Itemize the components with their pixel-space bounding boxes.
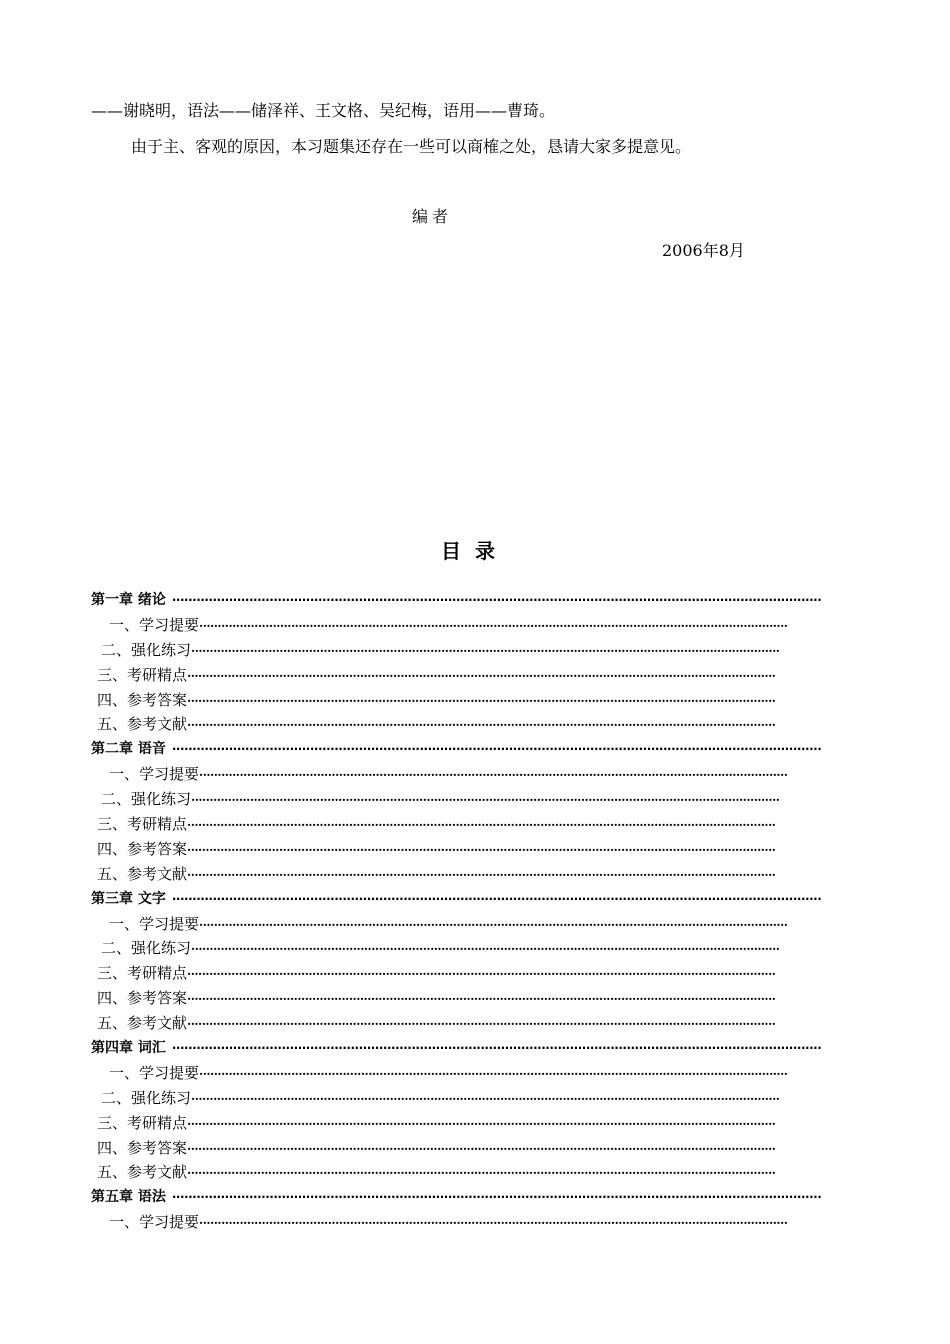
toc-list (0, 588, 950, 1235)
toc-dot-leader: ································································································································································ (187, 718, 776, 733)
toc-dot-leader: ································································································································································ (199, 917, 788, 932)
toc-entry-label: 一、学习提要 (109, 1213, 200, 1232)
toc-entry-label: 三、考研精点 (97, 815, 188, 834)
toc-entry-label: 五、参考文献 (97, 715, 188, 734)
toc-dot-leader: ································································································································································ (187, 992, 776, 1007)
toc-section-entry[interactable] (0, 787, 950, 812)
toc-section-entry[interactable] (0, 1011, 950, 1036)
toc-section-entry[interactable] (0, 812, 950, 837)
toc-entry-label: 三、考研精点 (97, 1113, 188, 1132)
toc-entry-label: 二、强化练习 (101, 790, 192, 809)
toc-section-entry[interactable] (0, 961, 950, 986)
toc-dot-leader: ································································································································································ (187, 693, 776, 708)
toc-dot-leader: ································································································································································ (187, 818, 776, 833)
toc-chapter-entry[interactable] (0, 1036, 950, 1061)
toc-chapter-entry[interactable] (0, 887, 950, 912)
toc-dot-leader: ································································································································································ (171, 1190, 822, 1205)
preface-date: 2006年8月 (662, 241, 745, 260)
toc-entry-label: 二、强化练习 (101, 640, 192, 659)
toc-section-entry[interactable] (0, 638, 950, 663)
toc-chapter-entry[interactable] (0, 1185, 950, 1210)
toc-section-entry[interactable] (0, 986, 950, 1011)
toc-dot-leader: ································································································································································ (187, 1141, 776, 1156)
toc-dot-leader: ································································································································································ (187, 668, 776, 683)
toc-dot-leader: ································································································································································ (199, 618, 788, 633)
toc-entry-label: 二、强化练习 (101, 939, 192, 958)
toc-entry-label: 第四章 词汇 (91, 1040, 166, 1057)
toc-dot-leader: ································································································································································ (191, 793, 780, 808)
toc-section-entry[interactable] (0, 762, 950, 787)
preface-paragraph-2: 由于主、客观的原因，本习题集还存在一些可以商榷之处，恳请大家多提意见。 (131, 137, 692, 156)
preface-paragraph-1: ——谢晓明，语法——储泽祥、王文格、吴纪梅，语用——曹琦。 (91, 101, 556, 120)
toc-entry-label: 四、参考答案 (97, 1138, 188, 1157)
toc-dot-leader: ································································································································································ (191, 942, 780, 957)
preface-signature: 编者 (412, 207, 453, 226)
toc-dot-leader: ································································································································································ (187, 967, 776, 982)
toc-chapter-entry[interactable] (0, 588, 950, 613)
toc-title: 目录 (441, 539, 509, 563)
toc-entry-label: 一、学习提要 (109, 1063, 200, 1082)
toc-entry-label: 一、学习提要 (109, 615, 200, 634)
toc-section-entry[interactable] (0, 936, 950, 961)
toc-dot-leader: ································································································································································ (187, 1017, 776, 1032)
toc-section-entry[interactable] (0, 1136, 950, 1161)
toc-section-entry[interactable] (0, 1160, 950, 1185)
toc-dot-leader: ································································································································································ (171, 593, 822, 607)
toc-dot-leader: ································································································································································ (187, 1116, 776, 1131)
toc-entry-label: 第一章 绪论 (91, 592, 166, 608)
toc-entry-label: 五、参考文献 (97, 1014, 188, 1033)
toc-entry-label: 四、参考答案 (97, 989, 188, 1008)
toc-entry-label: 第三章 文字 (91, 890, 166, 907)
toc-dot-leader: ································································································································································ (191, 643, 780, 658)
toc-dot-leader: ································································································································································ (187, 842, 776, 857)
toc-entry-label: 五、参考文献 (97, 864, 188, 883)
toc-entry-label: 五、参考文献 (97, 1163, 188, 1182)
toc-entry-label: 三、考研精点 (97, 665, 188, 684)
toc-entry-label: 第二章 语音 (91, 741, 166, 758)
toc-section-entry[interactable] (0, 1210, 950, 1235)
toc-entry-label: 一、学习提要 (109, 765, 200, 784)
toc-dot-leader: ································································································································································ (199, 1066, 788, 1081)
toc-dot-leader: ································································································································································ (171, 742, 822, 757)
toc-section-entry[interactable] (0, 663, 950, 688)
toc-section-entry[interactable] (0, 613, 950, 638)
toc-section-entry[interactable] (0, 712, 950, 737)
toc-section-entry[interactable] (0, 912, 950, 937)
toc-section-entry[interactable] (0, 1061, 950, 1086)
toc-section-entry[interactable] (0, 688, 950, 713)
toc-entry-label: 一、学习提要 (109, 914, 200, 933)
toc-dot-leader: ································································································································································ (199, 1216, 788, 1231)
toc-entry-label: 第五章 语法 (91, 1189, 166, 1206)
toc-entry-label: 二、强化练习 (101, 1088, 192, 1107)
toc-dot-leader: ································································································································································ (199, 768, 788, 783)
toc-entry-label: 四、参考答案 (97, 690, 188, 709)
toc-section-entry[interactable] (0, 1111, 950, 1136)
toc-section-entry[interactable] (0, 862, 950, 887)
toc-dot-leader: ································································································································································ (187, 867, 776, 882)
toc-chapter-entry[interactable] (0, 737, 950, 762)
toc-entry-label: 三、考研精点 (97, 964, 188, 983)
toc-section-entry[interactable] (0, 1086, 950, 1111)
toc-dot-leader: ································································································································································ (171, 1041, 822, 1056)
toc-dot-leader: ································································································································································ (171, 891, 822, 906)
toc-section-entry[interactable] (0, 837, 950, 862)
toc-entry-label: 四、参考答案 (97, 839, 188, 858)
toc-dot-leader: ································································································································································ (187, 1166, 776, 1181)
toc-dot-leader: ································································································································································ (191, 1091, 780, 1106)
